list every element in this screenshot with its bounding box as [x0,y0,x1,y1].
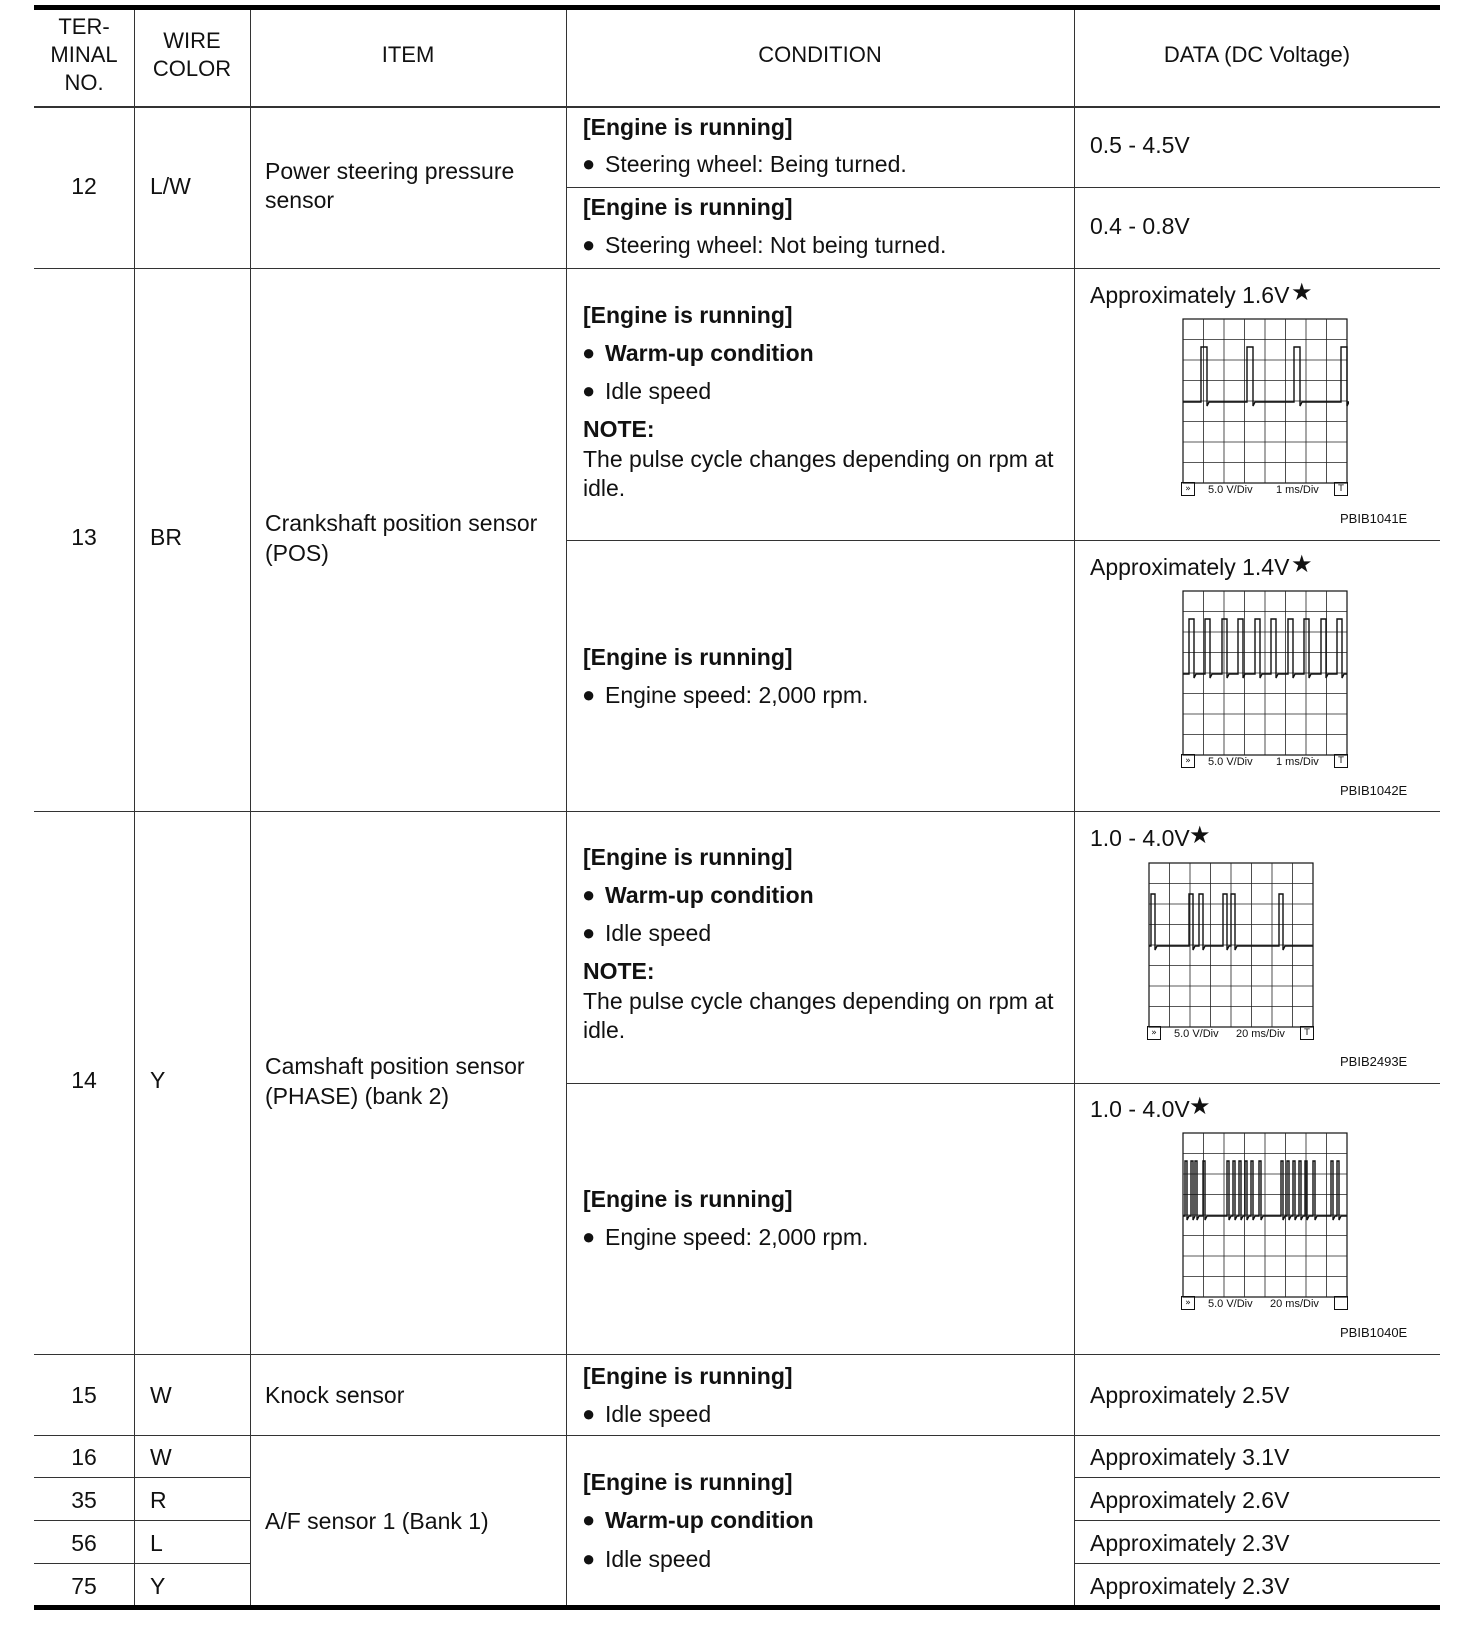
condition-bullet: Steering wheel: Being turned. [605,151,907,177]
note-text: The pulse cycle changes depending on rpm at idle. [583,988,1054,1043]
bullet-icon: ● [582,1507,596,1532]
column-divider [134,10,135,1605]
condition-bullet: Engine speed: 2,000 rpm. [605,682,869,708]
data-value: Approximately 2.5V [1090,1382,1290,1408]
condition-bullet: Idle speed [605,378,712,404]
star-icon: ★ [1291,278,1313,306]
oscilloscope-waveform [1181,317,1349,497]
bullet-icon: ● [582,682,596,707]
header-wire-color: WIRE COLOR [152,28,232,81]
item-name: Power steering pressure sensor [265,158,515,213]
double-arrow-icon: » [1181,482,1195,496]
row-divider [566,1083,1440,1084]
double-arrow-icon: » [1181,754,1195,768]
star-icon: ★ [1189,1092,1211,1120]
header-divider [34,106,1440,108]
data-value: Approximately 2.6V [1090,1487,1290,1513]
double-arrow-icon: » [1147,1026,1161,1040]
condition-title: [Engine is running] [583,114,793,140]
row-divider [34,268,1440,269]
condition-bullet: Warm-up condition [605,1507,814,1533]
row-divider [34,1477,250,1478]
wire-color: W [150,1444,172,1470]
data-value: Approximately 2.3V [1090,1530,1290,1556]
row-divider [34,1520,250,1521]
double-arrow-icon: » [1181,1296,1195,1310]
row-divider [1074,1477,1440,1478]
trigger-icon: T [1300,1026,1314,1040]
terminal-number: 16 [71,1444,97,1470]
waveform-trace [1149,894,1313,950]
row-divider [34,811,1440,812]
data-value: Approximately 1.4V [1090,554,1290,580]
note-text: The pulse cycle changes depending on rpm at idle. [583,446,1054,501]
row-divider [566,540,1440,541]
waveform-trace [1183,347,1349,406]
data-value: Approximately 2.3V [1090,1573,1290,1599]
trigger-icon: T [1334,482,1348,496]
item-name: Camshaft position sensor (PHASE) (bank 2) [265,1053,525,1109]
wire-color: Y [150,1067,166,1093]
column-divider [250,10,251,1605]
header-data: DATA (DC Voltage) [1163,42,1351,67]
trigger-icon: T [1334,754,1348,768]
wire-color: R [150,1487,167,1513]
terminal-number: 56 [71,1530,97,1556]
condition-title: [Engine is running] [583,194,793,220]
condition-bullet: Steering wheel: Not being turned. [605,232,947,258]
time-per-div: 20 ms/Div [1236,1028,1285,1040]
star-icon: ★ [1189,821,1211,849]
wire-color: L/W [150,173,191,199]
bullet-icon: ● [582,1224,596,1249]
terminal-number: 75 [71,1573,97,1599]
condition-title: [Engine is running] [583,1186,793,1212]
bullet-icon: ● [582,1401,596,1426]
column-divider [566,10,567,1605]
time-per-div: 1 ms/Div [1276,484,1319,496]
condition-title: [Engine is running] [583,844,793,870]
row-divider [1074,1520,1440,1521]
row-divider [34,1435,1440,1436]
volts-per-div: 5.0 V/Div [1208,756,1253,768]
condition-title: [Engine is running] [583,644,793,670]
oscilloscope-waveform [1181,589,1349,769]
trigger-box [1334,1296,1348,1310]
oscilloscope-waveform [1147,861,1315,1041]
data-value: 1.0 - 4.0V [1090,1096,1190,1122]
data-value: 0.5 - 4.5V [1090,132,1190,158]
condition-title: [Engine is running] [583,302,793,328]
note-label: NOTE: [583,416,655,442]
row-divider [566,187,1440,188]
wire-color: W [150,1382,172,1408]
time-per-div: 1 ms/Div [1276,756,1319,768]
figure-code: PBIB1040E [1340,1325,1408,1340]
figure-code: PBIB2493E [1340,1054,1408,1069]
data-value: Approximately 1.6V [1090,282,1290,308]
column-divider [1074,10,1075,1605]
terminal-number: 13 [71,524,97,550]
star-icon: ★ [1291,550,1313,578]
row-divider [34,1563,250,1564]
table-bottom-border [34,1605,1440,1610]
bullet-icon: ● [582,340,596,365]
oscilloscope-waveform [1181,1131,1349,1311]
figure-code: PBIB1042E [1340,783,1408,798]
bullet-icon: ● [582,920,596,945]
condition-title: [Engine is running] [583,1363,793,1389]
terminal-number: 35 [71,1487,97,1513]
row-divider [1074,1563,1440,1564]
header-terminal: TER- MINAL NO. [50,14,118,95]
condition-bullet: Idle speed [605,920,712,946]
volts-per-div: 5.0 V/Div [1208,484,1253,496]
bullet-icon: ● [582,882,596,907]
wire-color: L [150,1530,163,1556]
bullet-icon: ● [582,151,596,176]
condition-bullet: Warm-up condition [605,882,814,908]
condition-bullet: Warm-up condition [605,340,814,366]
table-top-border [34,5,1440,10]
terminal-number: 12 [71,173,97,199]
wire-color: BR [150,524,182,550]
wire-color: Y [150,1573,166,1599]
figure-code: PBIB1041E [1340,511,1408,526]
terminal-number: 14 [71,1067,97,1093]
data-value: 1.0 - 4.0V [1090,825,1190,851]
item-name: A/F sensor 1 (Bank 1) [265,1508,489,1534]
note-label: NOTE: [583,958,655,984]
bullet-icon: ● [582,378,596,403]
condition-title: [Engine is running] [583,1469,793,1495]
header-condition: CONDITION [758,42,882,67]
bullet-icon: ● [582,1546,596,1571]
header-item: ITEM [381,42,435,67]
data-value: Approximately 3.1V [1090,1444,1290,1470]
bullet-icon: ● [582,232,596,257]
terminal-number: 15 [71,1382,97,1408]
time-per-div: 20 ms/Div [1270,1298,1319,1310]
row-divider [34,1354,1440,1355]
item-name: Knock sensor [265,1382,405,1408]
condition-bullet: Engine speed: 2,000 rpm. [605,1224,869,1250]
volts-per-div: 5.0 V/Div [1174,1028,1219,1040]
item-name: Crankshaft position sensor (POS) [265,510,538,566]
condition-bullet: Idle speed [605,1546,712,1572]
data-value: 0.4 - 0.8V [1090,213,1190,239]
condition-bullet: Idle speed [605,1401,712,1427]
volts-per-div: 5.0 V/Div [1208,1298,1253,1310]
